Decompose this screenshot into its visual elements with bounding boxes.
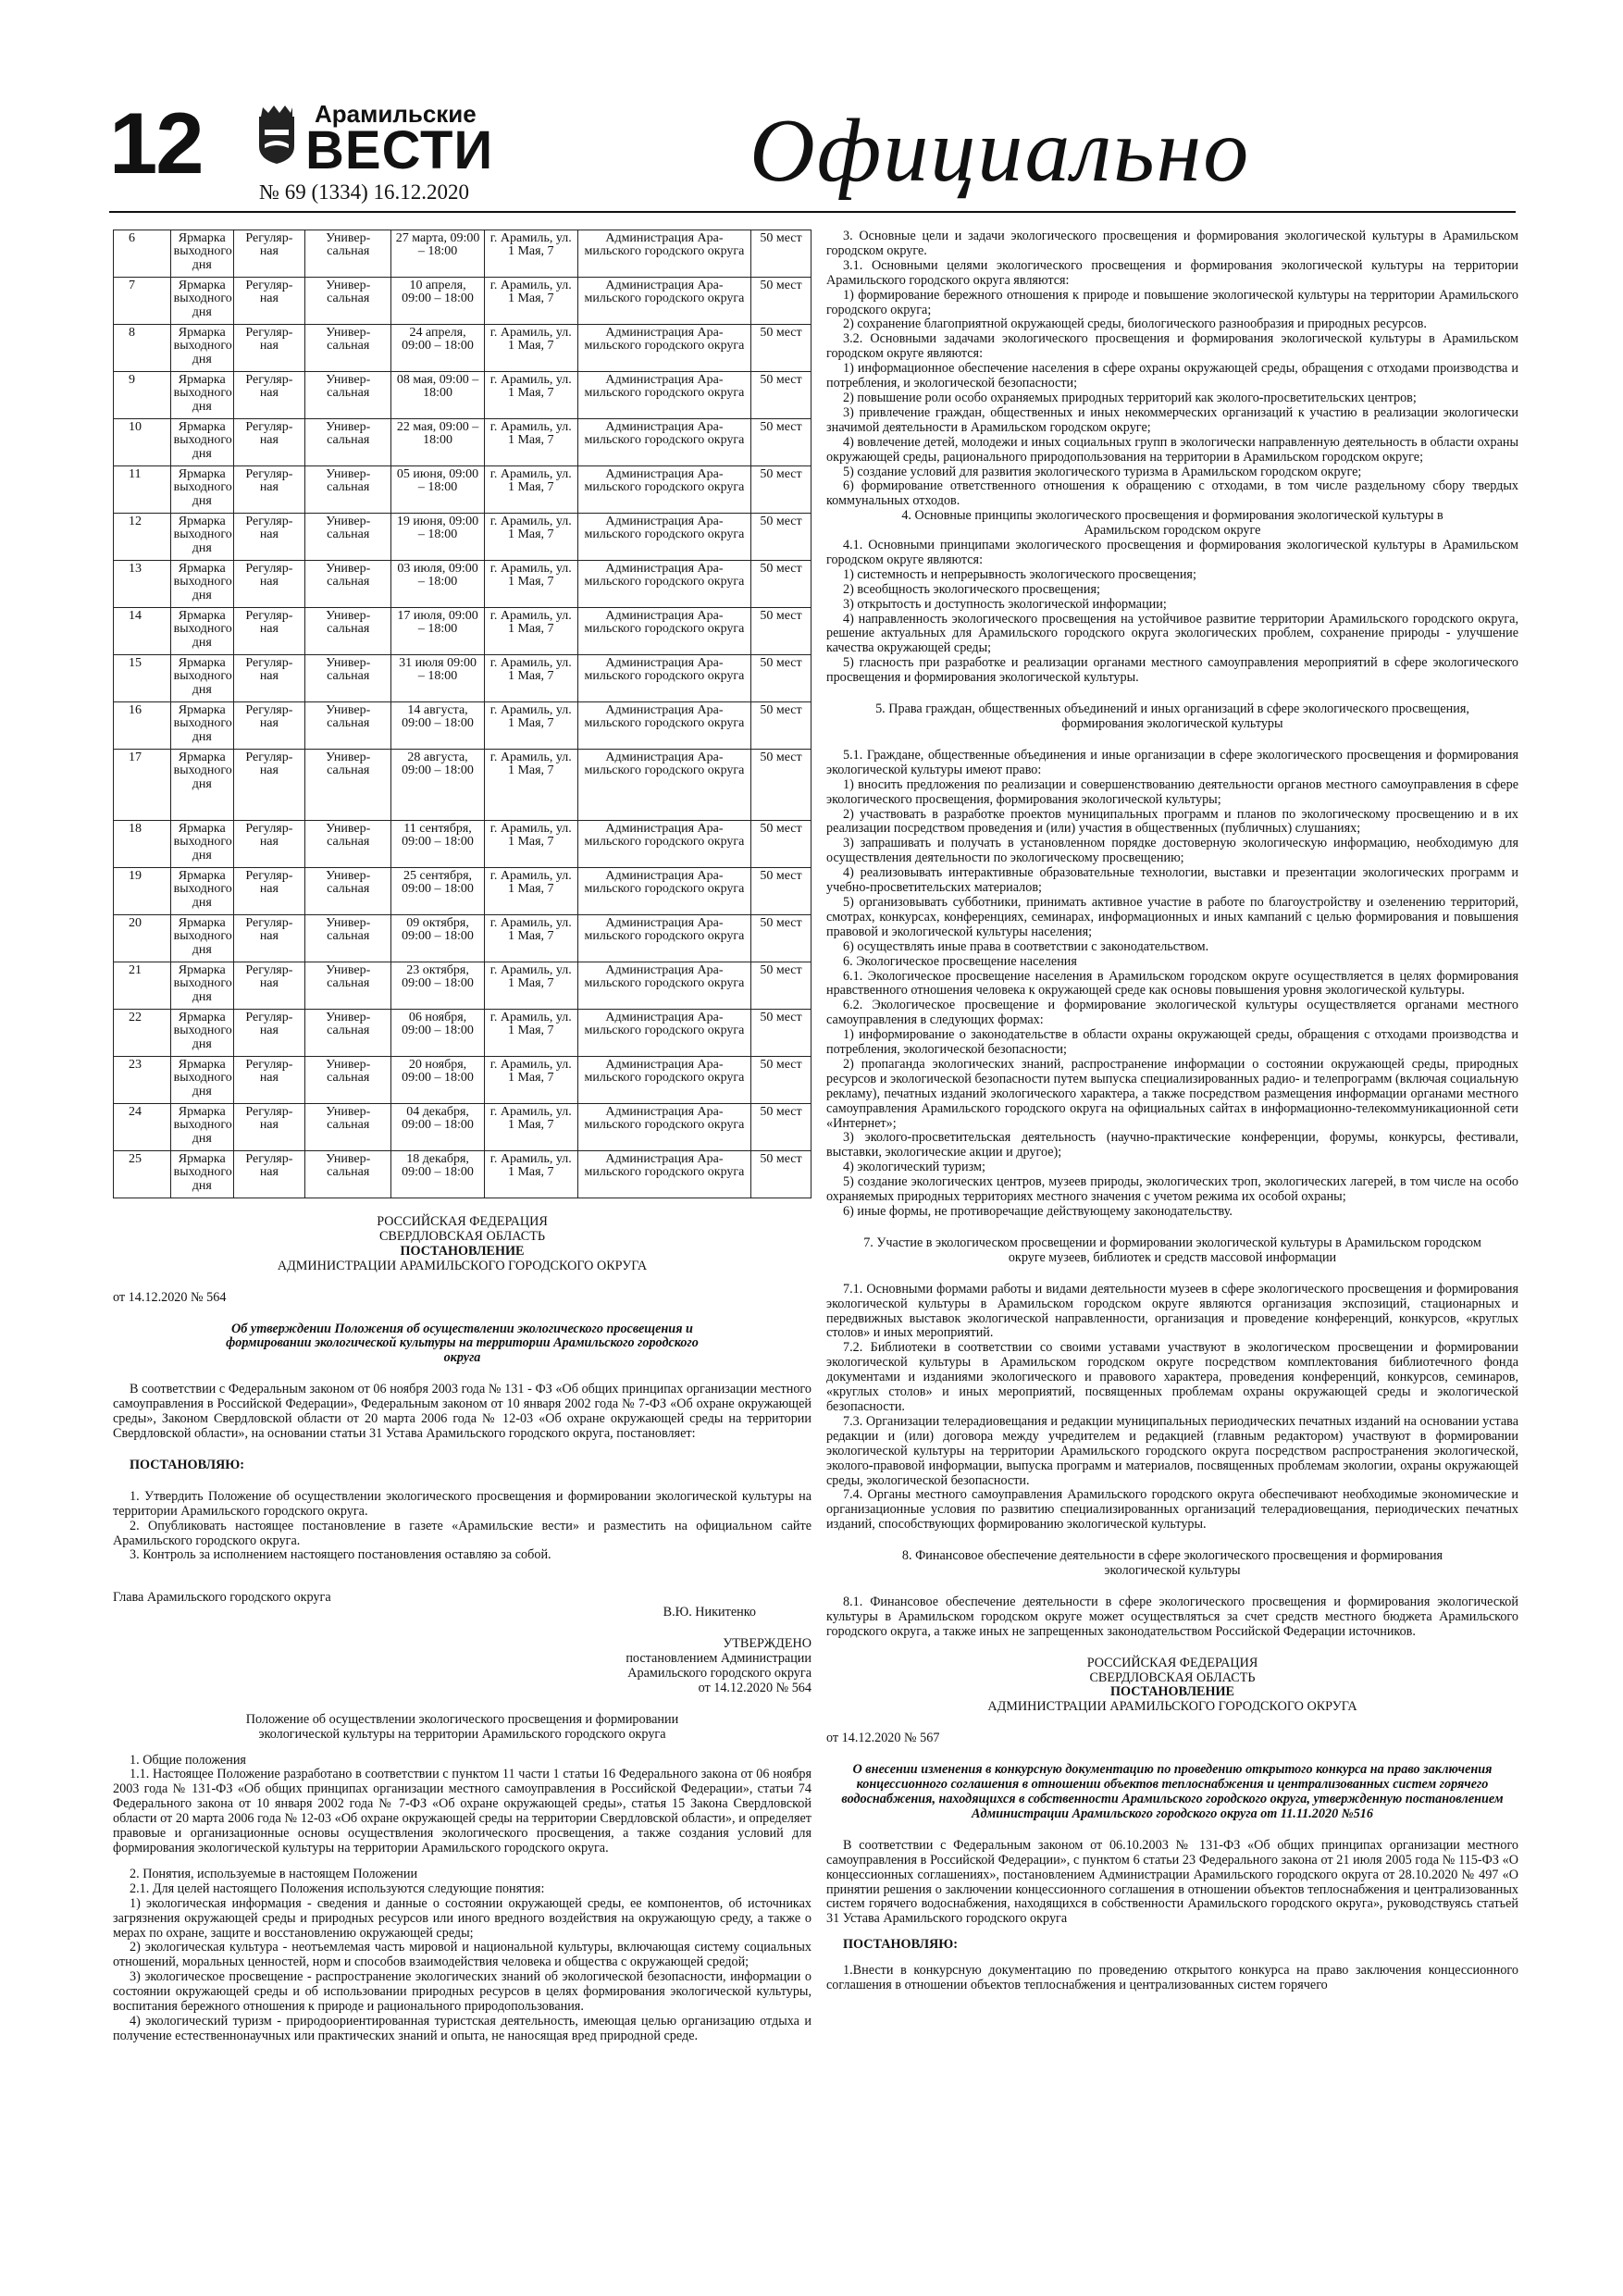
- table-cell-place: г. Арамиль, ул. 1 Мая, 7: [484, 821, 577, 868]
- table-cell-no: 8: [114, 325, 171, 372]
- sec3-p2: 3.2. Основными задачами экологического просвещения и формирования экологической культуры в Арамильском городском округе являются:: [826, 331, 1518, 362]
- left-column: [113, 230, 812, 2044]
- table-cell-no: 13: [114, 561, 171, 608]
- table-cell-places: 50 мест: [751, 1151, 812, 1198]
- page-number: 12: [109, 94, 203, 192]
- table-cell-kind: Универ-сальная: [304, 1010, 391, 1057]
- table-cell-no: 10: [114, 419, 171, 466]
- sec3-goal-2: 2) сохранение благоприятной окружающей среды, биологического разнообразия и природных ресурсов.: [843, 316, 1427, 332]
- table-cell-no: 16: [114, 702, 171, 750]
- table-cell-no: 20: [114, 915, 171, 962]
- table-cell-places: 50 мест: [751, 868, 812, 915]
- sec4-item-2: 2) всеобщность экологического просвещения;: [843, 581, 1100, 597]
- sec4-p1: 4.1. Основными принципами экологического просвещения и формирования экологической культуры в Арамильском городском округе являются:: [826, 538, 1518, 567]
- table-cell-kind: Универ-сальная: [304, 702, 391, 750]
- table-cell-name: Ярмарка выходного дня: [170, 372, 233, 419]
- table-cell-places: 50 мест: [751, 466, 812, 514]
- table-cell-kind: Универ-сальная: [304, 466, 391, 514]
- masthead-title: ВЕСТИ: [305, 120, 494, 180]
- table-cell-date: 14 августа, 09:00 – 18:00: [391, 702, 484, 750]
- table-cell-periodicity: Регуляр-ная: [233, 915, 304, 962]
- table-cell-places: 50 мест: [751, 915, 812, 962]
- table-cell-places: 50 мест: [751, 962, 812, 1010]
- sec8-p1: 8.1. Финансовое обеспечение деятельности в сфере экологического просвещения и формирования экологической культуры в Арамильском городском округе может осуществляться за счет средств местного бюджета Арамильского городского округа, а также иных не запрещенных законодательством Российской Федерации источников.: [826, 1594, 1518, 1639]
- table-cell-kind: Универ-сальная: [304, 372, 391, 419]
- sec2-p1: 2.1. Для целей настоящего Положения используются следующие понятия:: [130, 1880, 545, 1896]
- table-cell-organizer: Администрация Ара-мильского городского округа: [577, 1057, 750, 1104]
- table-row: [114, 868, 812, 915]
- sec5-item-1: 1) вносить предложения по реализации и совершенствованию деятельности органов местного самоуправления в сфере экологического просвещения, формирования экологической культуры;: [826, 776, 1518, 807]
- doc564-item-3: 3. Контроль за исполнением настоящего постановления оставляю за собой.: [130, 1547, 551, 1563]
- table-cell-periodicity: Регуляр-ная: [233, 325, 304, 372]
- table-cell-name: Ярмарка выходного дня: [170, 1057, 233, 1104]
- table-cell-no: 21: [114, 962, 171, 1010]
- doc567-resolve: ПОСТАНОВЛЯЮ:: [843, 1937, 959, 1953]
- sec6-item-4: 4) экологический туризм;: [843, 1160, 985, 1175]
- table-cell-periodicity: Регуляр-ная: [233, 372, 304, 419]
- table-cell-date: 06 ноября, 09:00 – 18:00: [391, 1010, 484, 1057]
- table-cell-place: г. Арамиль, ул. 1 Мая, 7: [484, 750, 577, 821]
- table-cell-place: г. Арамиль, ул. 1 Мая, 7: [484, 466, 577, 514]
- table-cell-place: г. Арамиль, ул. 1 Мая, 7: [484, 325, 577, 372]
- doc564-item-2: 2. Опубликовать настоящее постановление в газете «Арамильские вести» и разместить на официальном сайте Арамильского городского округа.: [113, 1518, 812, 1548]
- table-row: [114, 702, 812, 750]
- doc564-doc-type: ПОСТАНОВЛЕНИЕ: [400, 1243, 525, 1259]
- table-row: [114, 750, 812, 821]
- table-cell-place: г. Арамиль, ул. 1 Мая, 7: [484, 702, 577, 750]
- table-cell-date: 09 октября, 09:00 – 18:00: [391, 915, 484, 962]
- table-cell-date: 22 мая, 09:00 – 18:00: [391, 419, 484, 466]
- sec5-item-4: 4) реализовывать интерактивные образовательные технологии, выставки и презентации экологических программ и учебно-просветительских материалов;: [826, 865, 1518, 896]
- table-cell-places: 50 мест: [751, 821, 812, 868]
- table-cell-periodicity: Регуляр-ная: [233, 750, 304, 821]
- table-cell-places: 50 мест: [751, 1057, 812, 1104]
- table-cell-kind: Универ-сальная: [304, 1057, 391, 1104]
- table-cell-name: Ярмарка выходного дня: [170, 868, 233, 915]
- table-cell-periodicity: Регуляр-ная: [233, 1057, 304, 1104]
- table-cell-places: 50 мест: [751, 419, 812, 466]
- doc567-title: О внесении изменения в конкурсную документацию по проведению открытого конкурса на право заключения концессионного соглашения в отношении объектов теплоснабжения и централизованных систем горячего водоснабжения, находящихся в собственности Арамильского городского округа, утвержденную постановлением Администрации Арамильского городского округа от 11.11.2020 №516: [841, 1762, 1504, 1821]
- table-cell-organizer: Администрация Ара-мильского городского округа: [577, 750, 750, 821]
- table-cell-periodicity: Регуляр-ная: [233, 655, 304, 702]
- table-cell-name: Ярмарка выходного дня: [170, 915, 233, 962]
- table-row: [114, 325, 812, 372]
- table-row: [114, 278, 812, 325]
- table-cell-places: 50 мест: [751, 1010, 812, 1057]
- sec5-item-6: 6) осуществлять иные права в соответствии с законодательством.: [843, 938, 1209, 954]
- table-cell-place: г. Арамиль, ул. 1 Мая, 7: [484, 230, 577, 278]
- table-cell-date: 27 марта, 09:00 – 18:00: [391, 230, 484, 278]
- table-cell-places: 50 мест: [751, 608, 812, 655]
- table-cell-kind: Универ-сальная: [304, 419, 391, 466]
- table-cell-organizer: Администрация Ара-мильского городского округа: [577, 1010, 750, 1057]
- sec2-title: 2. Понятия, используемые в настоящем Положении: [130, 1866, 418, 1881]
- table-cell-organizer: Администрация Ара-мильского городского округа: [577, 561, 750, 608]
- table-cell-organizer: Администрация Ара-мильского городского округа: [577, 466, 750, 514]
- table-cell-organizer: Администрация Ара-мильского городского округа: [577, 278, 750, 325]
- table-cell-date: 03 июля, 09:00 – 18:00: [391, 561, 484, 608]
- table-cell-places: 50 мест: [751, 1104, 812, 1151]
- doc567-item-1: 1.Внести в конкурсную документацию по проведению открытого конкурса на право заключения концессионного соглашения в отношении объектов теплоснабжения и централизованных систем горячего: [826, 1963, 1518, 1993]
- table-cell-kind: Универ-сальная: [304, 230, 391, 278]
- table-cell-kind: Универ-сальная: [304, 278, 391, 325]
- table-cell-date: 28 августа, 09:00 – 18:00: [391, 750, 484, 821]
- doc564-title: Об утверждении Положения об осуществлении экологического просвещения и формировании экологической культуры на территории Арамильского городского округа: [226, 1321, 699, 1366]
- table-cell-date: 05 июня, 09:00 – 18:00: [391, 466, 484, 514]
- table-cell-no: 7: [114, 278, 171, 325]
- table-cell-periodicity: Регуляр-ная: [233, 821, 304, 868]
- section-title: Официально: [750, 101, 1251, 201]
- table-row: [114, 821, 812, 868]
- table-row: [114, 1151, 812, 1198]
- table-cell-place: г. Арамиль, ул. 1 Мая, 7: [484, 419, 577, 466]
- table-cell-name: Ярмарка выходного дня: [170, 514, 233, 561]
- table-cell-name: Ярмарка выходного дня: [170, 608, 233, 655]
- doc567-country: РОССИЙСКАЯ ФЕДЕРАЦИЯ: [1086, 1655, 1258, 1670]
- sec6-p1: 6.1. Экологическое просвещение населения в Арамильском городском округе осуществляется в целях формирования нравственного отношения человека к окружающей среде как основы повышения уровня экологической культуры.: [826, 968, 1518, 999]
- table-cell-place: г. Арамиль, ул. 1 Мая, 7: [484, 962, 577, 1010]
- masthead-subtitle: Арамильские: [315, 100, 477, 128]
- table-cell-organizer: Администрация Ара-мильского городского округа: [577, 868, 750, 915]
- table-cell-name: Ярмарка выходного дня: [170, 325, 233, 372]
- table-cell-no: 12: [114, 514, 171, 561]
- table-cell-no: 15: [114, 655, 171, 702]
- table-cell-place: г. Арамиль, ул. 1 Мая, 7: [484, 1151, 577, 1198]
- doc567-preamble: В соответствии с Федеральным законом от 06.10.2003 № 131-ФЗ «Об общих принципах организации местного самоуправления в Российской Федерации», с пунктом 6 статьи 23 Федерального закона от 21 июля 2005 года № 115-ФЗ «О концессионных соглашениях», постановлением Администрации Арамильского городского округа от 28.10.2020 № 497 «О принятии решения о заключении концессионного соглашения в отношении объектов теплоснабжения и централизованных систем горячего водоснабжения, находящихся в собственности Арамильского городского округа», руководствуясь статьей 31 Устава Арамильского городского округа: [826, 1837, 1518, 1927]
- sec3-task-3: 3) привлечение граждан, общественных и иных некоммерческих организаций к участию в реализации экологически значимой деятельности в Арамильском городском округе;: [826, 404, 1518, 435]
- table-cell-organizer: Администрация Ара-мильского городского округа: [577, 915, 750, 962]
- table-cell-no: 23: [114, 1057, 171, 1104]
- sec5-item-5: 5) организовывать субботники, принимать активное участие в работе по благоустройству и озеленению территорий, смотрах, конкурсах, конференциях, семинарах, информационных и иных кампаний с целью формирования и повышения правовой и экологической культуры населения;: [826, 894, 1518, 939]
- table-cell-kind: Универ-сальная: [304, 962, 391, 1010]
- sec2-item-3: 3) экологическое просвещение - распространение экологических знаний об экологической безопасности, информации о состоянии окружающей среды и об использовании природных ресурсов в целях формирования экологической культуры, воспитания бережного отношения к природе и рационального природопользования.: [113, 1969, 812, 2015]
- sec2-item-2: 2) экологическая культура - неотъемлемая часть мировой и национальной культуры, включающая систему социальных отношений, моральных ценностей, норм и способов взаимодействия человека и общества с окружающей средой;: [113, 1940, 812, 1970]
- doc564-authority: АДМИНИСТРАЦИИ АРАМИЛЬСКОГО ГОРОДСКОГО ОКРУГА: [277, 1258, 648, 1273]
- table-cell-place: г. Арамиль, ул. 1 Мая, 7: [484, 608, 577, 655]
- sec3-task-2: 2) повышение роли особо охраняемых природных территорий как эколого-просветительских центров;: [843, 390, 1417, 405]
- table-cell-no: 18: [114, 821, 171, 868]
- table-cell-date: 11 сентября, 09:00 – 18:00: [391, 821, 484, 868]
- table-cell-name: Ярмарка выходного дня: [170, 419, 233, 466]
- sec7-item-2: 7.2. Библиотеки в соответствии со своими уставами участвуют в экологическом просвещении и формировании экологической культуры в Арамильском городском округе посредством комплектования библиотечного фонда документами и изданиями экологического и правового характера, проведения конференций, конкурсов, семинаров, «круглых столов» и иных мероприятий, посвященных проблемам охраны окружающей среды и экологической безопасности.: [826, 1340, 1518, 1414]
- sec3-title: 3. Основные цели и задачи экологического просвещения и формирования экологической культуры в Арамильском городском округе.: [826, 229, 1518, 258]
- table-cell-name: Ярмарка выходного дня: [170, 750, 233, 821]
- table-row: [114, 962, 812, 1010]
- table-cell-periodicity: Регуляр-ная: [233, 230, 304, 278]
- table-cell-kind: Универ-сальная: [304, 1151, 391, 1198]
- table-cell-name: Ярмарка выходного дня: [170, 702, 233, 750]
- sec7-item-1: 7.1. Основными формами работы и видами деятельности музеев в сфере экологического просвещения и формирования экологической культуры в Арамильском городском округе являются организация экспозиций, стационарных и передвижных выставок экологической направленности, организация и проведение конференций, конкурсов, «круглых столов» и иных мероприятий.: [826, 1281, 1518, 1341]
- table-cell-organizer: Администрация Ара-мильского городского округа: [577, 1104, 750, 1151]
- table-cell-date: 19 июня, 09:00 – 18:00: [391, 514, 484, 561]
- table-cell-name: Ярмарка выходного дня: [170, 655, 233, 702]
- table-cell-date: 10 апреля, 09:00 – 18:00: [391, 278, 484, 325]
- table-cell-places: 50 мест: [751, 514, 812, 561]
- approved-line-4: от 14.12.2020 № 564: [698, 1680, 812, 1695]
- table-cell-place: г. Арамиль, ул. 1 Мая, 7: [484, 372, 577, 419]
- table-cell-periodicity: Регуляр-ная: [233, 702, 304, 750]
- sec4-item-5: 5) гласность при разработке и реализации органами местного самоуправления мероприятий в сфере экологического просвещения и формирования экологической культуры.: [826, 655, 1518, 686]
- table-cell-place: г. Арамиль, ул. 1 Мая, 7: [484, 655, 577, 702]
- table-cell-organizer: Администрация Ара-мильского городского округа: [577, 655, 750, 702]
- sec4-item-1: 1) системность и непрерывность экологического просвещения;: [843, 566, 1196, 582]
- table-cell-name: Ярмарка выходного дня: [170, 821, 233, 868]
- table-row: [114, 915, 812, 962]
- table-cell-no: 9: [114, 372, 171, 419]
- doc564-resolve: ПОСТАНОВЛЯЮ:: [130, 1457, 245, 1472]
- header-divider: [109, 211, 1516, 213]
- table-cell-date: 25 сентября, 09:00 – 18:00: [391, 868, 484, 915]
- approved-line-3: Арамильского городского округа: [627, 1665, 812, 1681]
- table-cell-periodicity: Регуляр-ная: [233, 1104, 304, 1151]
- approved-label: УТВЕРЖДЕНО: [723, 1636, 812, 1652]
- table-cell-name: Ярмарка выходного дня: [170, 278, 233, 325]
- sec3-p1: 3.1. Основными целями экологического просвещения и формирования экологической культуры на территории Арамильского городского округа являются:: [826, 257, 1518, 288]
- table-cell-name: Ярмарка выходного дня: [170, 962, 233, 1010]
- table-cell-organizer: Администрация Ара-мильского городского округа: [577, 1151, 750, 1198]
- table-cell-place: г. Арамиль, ул. 1 Мая, 7: [484, 1010, 577, 1057]
- table-cell-name: Ярмарка выходного дня: [170, 1010, 233, 1057]
- table-cell-periodicity: Регуляр-ная: [233, 868, 304, 915]
- table-cell-no: 24: [114, 1104, 171, 1151]
- doc567-date: от 14.12.2020 № 567: [826, 1731, 940, 1746]
- table-cell-organizer: Администрация Ара-мильского городского округа: [577, 962, 750, 1010]
- table-cell-name: Ярмарка выходного дня: [170, 1104, 233, 1151]
- table-row: [114, 419, 812, 466]
- table-row: [114, 1104, 812, 1151]
- table-cell-kind: Универ-сальная: [304, 915, 391, 962]
- table-cell-kind: Универ-сальная: [304, 514, 391, 561]
- approved-line-2: постановлением Администрации: [626, 1651, 812, 1667]
- table-cell-organizer: Администрация Ара-мильского городского округа: [577, 419, 750, 466]
- sec6-item-1: 1) информирование о законодательстве в области охраны окружающей среды, обращения с отходами производства и потребления, экологической безопасности;: [826, 1027, 1518, 1058]
- sec1-title: 1. Общие положения: [130, 1752, 246, 1768]
- table-cell-periodicity: Регуляр-ная: [233, 1151, 304, 1198]
- table-cell-places: 50 мест: [751, 702, 812, 750]
- table-cell-periodicity: Регуляр-ная: [233, 419, 304, 466]
- table-cell-places: 50 мест: [751, 561, 812, 608]
- table-cell-kind: Универ-сальная: [304, 868, 391, 915]
- table-cell-no: 25: [114, 1151, 171, 1198]
- table-cell-periodicity: Регуляр-ная: [233, 514, 304, 561]
- table-cell-periodicity: Регуляр-ная: [233, 561, 304, 608]
- table-cell-place: г. Арамиль, ул. 1 Мая, 7: [484, 278, 577, 325]
- table-cell-places: 50 мест: [751, 325, 812, 372]
- sec7-item-4: 7.4. Органы местного самоуправления Арамильского городского округа обеспечивают необходимые экономические и организационные условия по развитию специализированных организаций телерадиовещания, периодических печатных изданий, способствующих формированию экологической культуры.: [826, 1487, 1518, 1533]
- doc564-preamble: В соответствии с Федеральным законом от 06 ноября 2003 года № 131 - ФЗ «Об общих принципах организации местного самоуправления в Российской Федерации», Федеральным законом от 10 января 2002 года № 7-ФЗ «Об охране окружающей среды», Законом Свердловской области от 20 марта 2006 года № 12-03 «Об охране окружающей среды на территории Свердловской области», на основании статьи 31 Устава Арамильского городского округа, постановляет:: [113, 1382, 812, 1441]
- table-cell-kind: Универ-сальная: [304, 750, 391, 821]
- doc564-item-1: 1. Утвердить Положение об осуществлении экологического просвещения и формировании экологической культуры на территории Арамильского городского округа.: [113, 1488, 812, 1519]
- table-row: [114, 608, 812, 655]
- sec6-title: 6. Экологическое просвещение населения: [843, 953, 1077, 969]
- table-cell-place: г. Арамиль, ул. 1 Мая, 7: [484, 868, 577, 915]
- table-cell-date: 23 октября, 09:00 – 18:00: [391, 962, 484, 1010]
- table-row: [114, 561, 812, 608]
- sec5-title: 5. Права граждан, общественных объединений и иных организаций в сфере экологического просвещения, формирования экологической культуры: [875, 701, 1469, 731]
- regulation-title: Положение об осуществлении экологического просвещения и формировании экологической культуры на территории Арамильского городского округа: [245, 1711, 679, 1742]
- table-cell-periodicity: Регуляр-ная: [233, 608, 304, 655]
- doc567-doc-type: ПОСТАНОВЛЕНИЕ: [1109, 1684, 1235, 1700]
- table-cell-organizer: Администрация Ара-мильского городского округа: [577, 821, 750, 868]
- table-cell-date: 17 июля, 09:00 – 18:00: [391, 608, 484, 655]
- table-cell-periodicity: Регуляр-ная: [233, 466, 304, 514]
- table-cell-name: Ярмарка выходного дня: [170, 466, 233, 514]
- sec5-item-2: 2) участвовать в разработке проектов муниципальных программ и планов по экологическому просвещению и в их реализации посредством проведения и (или) участия в общественных (публичных) слушаниях;: [826, 806, 1518, 837]
- sec3-task-4: 4) вовлечение детей, молодежи и иных социальных групп в экологически направленную деятельность в области охраны окружающей среды, рационального природопользования на территории в Арамильском городском округе;: [826, 434, 1518, 465]
- table-cell-no: 19: [114, 868, 171, 915]
- doc564-head-name: В.Ю. Никитенко: [663, 1605, 756, 1620]
- sec3-goal-1: 1) формирование бережного отношения к природе и повышение экологической культуры на территории Арамильского городского округа;: [826, 287, 1518, 317]
- sec2-item-4: 4) экологический туризм - природоориентированная туристская деятельность, имеющая целью организацию отдыха и получение естественнонаучных или практических знаний и опыта, не наносящая вред природной среде.: [113, 2013, 812, 2043]
- sec1-p1: 1.1. Настоящее Положение разработано в соответствии с пунктом 11 части 1 статьи 16 Федерального закона от 06 ноября 2003 года № 131-ФЗ «Об общих принципах организации местного самоуправления в Российской Федерации», статьи 74 Федерального закона от 10 января 2002 года № 7-ФЗ «Об охране окружающей среды», статья 15 Закона Свердловской области от 20 марта 2006 года № 12-03 «Об охране окружающей среды на территории Свердловской области», и определяет правовые и организационные основы осуществления экологического просвещения, а также создания условий для формирования экологической культуры на территории Арамильского городского округа.: [113, 1767, 812, 1855]
- table-row: [114, 466, 812, 514]
- issue-number: № 69 (1334) 16.12.2020: [259, 180, 470, 204]
- doc567-region: СВЕРДЛОВСКАЯ ОБЛАСТЬ: [1089, 1669, 1256, 1685]
- sec2-item-1: 1) экологическая информация - сведения и данные о состоянии окружающей среды, ее компонентов, об источниках загрязнения окружающей среды и природных ресурсов или иного вредного воздействия на окружающую среду, а также о мерах по охране, защите и восстановлению окружающей среды;: [113, 1895, 812, 1941]
- doc564-region: СВЕРДЛОВСКАЯ ОБЛАСТЬ: [378, 1228, 546, 1244]
- table-cell-no: 17: [114, 750, 171, 821]
- table-cell-name: Ярмарка выходного дня: [170, 1151, 233, 1198]
- table-cell-organizer: Администрация Ара-мильского городского округа: [577, 608, 750, 655]
- table-cell-place: г. Арамиль, ул. 1 Мая, 7: [484, 514, 577, 561]
- table-cell-date: 20 ноября, 09:00 – 18:00: [391, 1057, 484, 1104]
- table-cell-place: г. Арамиль, ул. 1 Мая, 7: [484, 915, 577, 962]
- table-cell-kind: Универ-сальная: [304, 325, 391, 372]
- sec6-item-3: 3) эколого-просветительская деятельность (научно-практические конференции, форумы, конкурсы, фестивали, выставки, экологические акции и другое);: [826, 1130, 1518, 1160]
- table-cell-no: 22: [114, 1010, 171, 1057]
- table-cell-places: 50 мест: [751, 230, 812, 278]
- table-cell-date: 31 июля 09:00 – 18:00: [391, 655, 484, 702]
- sec4-item-4: 4) направленность экологического просвещения на устойчивое развитие территории Арамильского городского округа, решение актуальных для Арамильского городского округа экологических проблем, сохранение природы - улучшение качества окружающей среды;: [826, 611, 1518, 656]
- table-cell-date: 18 декабря, 09:00 – 18:00: [391, 1151, 484, 1198]
- sec7-title: 7. Участие в экологическом просвещении и формировании экологической культуры в Арамильском городском округе музеев, библиотек и средств массовой информации: [863, 1235, 1481, 1265]
- sec8-title: 8. Финансовое обеспечение деятельности в сфере экологического просвещения и формирования экологической культуры: [901, 1548, 1443, 1579]
- table-cell-no: 11: [114, 466, 171, 514]
- table-cell-periodicity: Регуляр-ная: [233, 962, 304, 1010]
- doc564-date: от 14.12.2020 № 564: [113, 1289, 227, 1305]
- table-cell-place: г. Арамиль, ул. 1 Мая, 7: [484, 1057, 577, 1104]
- sec3-task-1: 1) информационное обеспечение населения в сфере охраны окружающей среды, обращения с отходами производства и потребления, и экологической безопасности;: [826, 361, 1518, 391]
- sec3-task-5: 5) создание условий для развития экологического туризма в Арамильском городском округе;: [843, 464, 1362, 479]
- table-cell-place: г. Арамиль, ул. 1 Мая, 7: [484, 561, 577, 608]
- table-cell-date: 04 декабря, 09:00 – 18:00: [391, 1104, 484, 1151]
- table-row: [114, 655, 812, 702]
- table-cell-kind: Универ-сальная: [304, 821, 391, 868]
- table-cell-organizer: Администрация Ара-мильского городского округа: [577, 514, 750, 561]
- sec7-item-3: 7.3. Организации телерадиовещания и редакции муниципальных периодических печатных изданий на основании устава редакции и (или) договора между учредителем и редакцией (главным редактором) участвуют в формировании экологической культуры на территории Арамильского городского округа посредством распространения экологической, эколого-правовой информации, выпуска программ и материалов, посвященных проблемам экологии, охраны окружающей среды, экологической безопасности.: [826, 1413, 1518, 1488]
- table-cell-name: Ярмарка выходного дня: [170, 561, 233, 608]
- table-cell-organizer: Администрация Ара-мильского городского округа: [577, 372, 750, 419]
- table-cell-organizer: Администрация Ара-мильского городского округа: [577, 230, 750, 278]
- table-cell-no: 14: [114, 608, 171, 655]
- coat-of-arms-icon: [255, 104, 298, 165]
- doc564-country: РОССИЙСКАЯ ФЕДЕРАЦИЯ: [377, 1214, 548, 1229]
- table-cell-periodicity: Регуляр-ная: [233, 1010, 304, 1057]
- table-cell-organizer: Администрация Ара-мильского городского округа: [577, 702, 750, 750]
- table-cell-place: г. Арамиль, ул. 1 Мая, 7: [484, 1104, 577, 1151]
- sec4-title: 4. Основные принципы экологического просвещения и формирования экологической культуры в Арамильском городском округе: [901, 508, 1443, 539]
- table-cell-name: Ярмарка выходного дня: [170, 230, 233, 278]
- sec5-item-3: 3) запрашивать и получать в установленном порядке достоверную экологическую информацию, необходимую для осуществления деятельности по экологическому просвещению;: [826, 836, 1518, 866]
- table-cell-no: 6: [114, 230, 171, 278]
- sec5-p1: 5.1. Граждане, общественные объединения и иные организации в сфере экологического просвещения и формирования экологической культуры имеют право:: [826, 747, 1518, 777]
- doc564-head-title: Глава Арамильского городского округа: [113, 1590, 331, 1606]
- table-row: [114, 372, 812, 419]
- table-cell-places: 50 мест: [751, 655, 812, 702]
- table-row: [114, 514, 812, 561]
- table-row: [114, 230, 812, 278]
- sec6-item-5: 5) создание экологических центров, музеев природы, экологических троп, экологических лагерей, в том числе на особо охраняемых природных территориях местного значения с учетом режима их особой охраны;: [826, 1174, 1518, 1205]
- table-cell-date: 08 мая, 09:00 – 18:00: [391, 372, 484, 419]
- doc567-authority: АДМИНИСТРАЦИИ АРАМИЛЬСКОГО ГОРОДСКОГО ОКРУГА: [987, 1699, 1357, 1715]
- table-row: [114, 1010, 812, 1057]
- table-cell-places: 50 мест: [751, 372, 812, 419]
- table-cell-kind: Универ-сальная: [304, 608, 391, 655]
- fairs-table: [113, 230, 812, 1198]
- sec6-item-2: 2) пропаганда экологических знаний, распространение информации о состоянии окружающей среды, природных ресурсов и экологической безопасности путем выпуска специализированных радио- и телепрограмм (включая социальную рекламу), печатных изданий экологического характера, а также посредством размещения информации органами местного самоуправления Арамильского городского округа на официальных сайтах в информационно-телекоммуникационной сети «Интернет»;: [826, 1056, 1518, 1131]
- sec6-item-6: 6) иные формы, не противоречащие действующему законодательству.: [843, 1204, 1233, 1219]
- table-cell-kind: Универ-сальная: [304, 655, 391, 702]
- table-cell-periodicity: Регуляр-ная: [233, 278, 304, 325]
- right-column: [826, 230, 1518, 1993]
- table-cell-kind: Универ-сальная: [304, 561, 391, 608]
- table-cell-date: 24 апреля, 09:00 – 18:00: [391, 325, 484, 372]
- table-row: [114, 1057, 812, 1104]
- table-cell-organizer: Администрация Ара-мильского городского округа: [577, 325, 750, 372]
- table-cell-kind: Универ-сальная: [304, 1104, 391, 1151]
- table-cell-places: 50 мест: [751, 278, 812, 325]
- sec3-task-6: 6) формирование ответственного отношения к обращению с отходами, в том числе раздельному сбору твердых коммунальных отходов.: [826, 478, 1518, 509]
- sec6-p2: 6.2. Экологическое просвещение и формирование экологической культуры осуществляется органами местного самоуправления в следующих формах:: [826, 998, 1518, 1028]
- table-cell-places: 50 мест: [751, 750, 812, 821]
- sec4-item-3: 3) открытость и доступность экологической информации;: [843, 596, 1167, 612]
